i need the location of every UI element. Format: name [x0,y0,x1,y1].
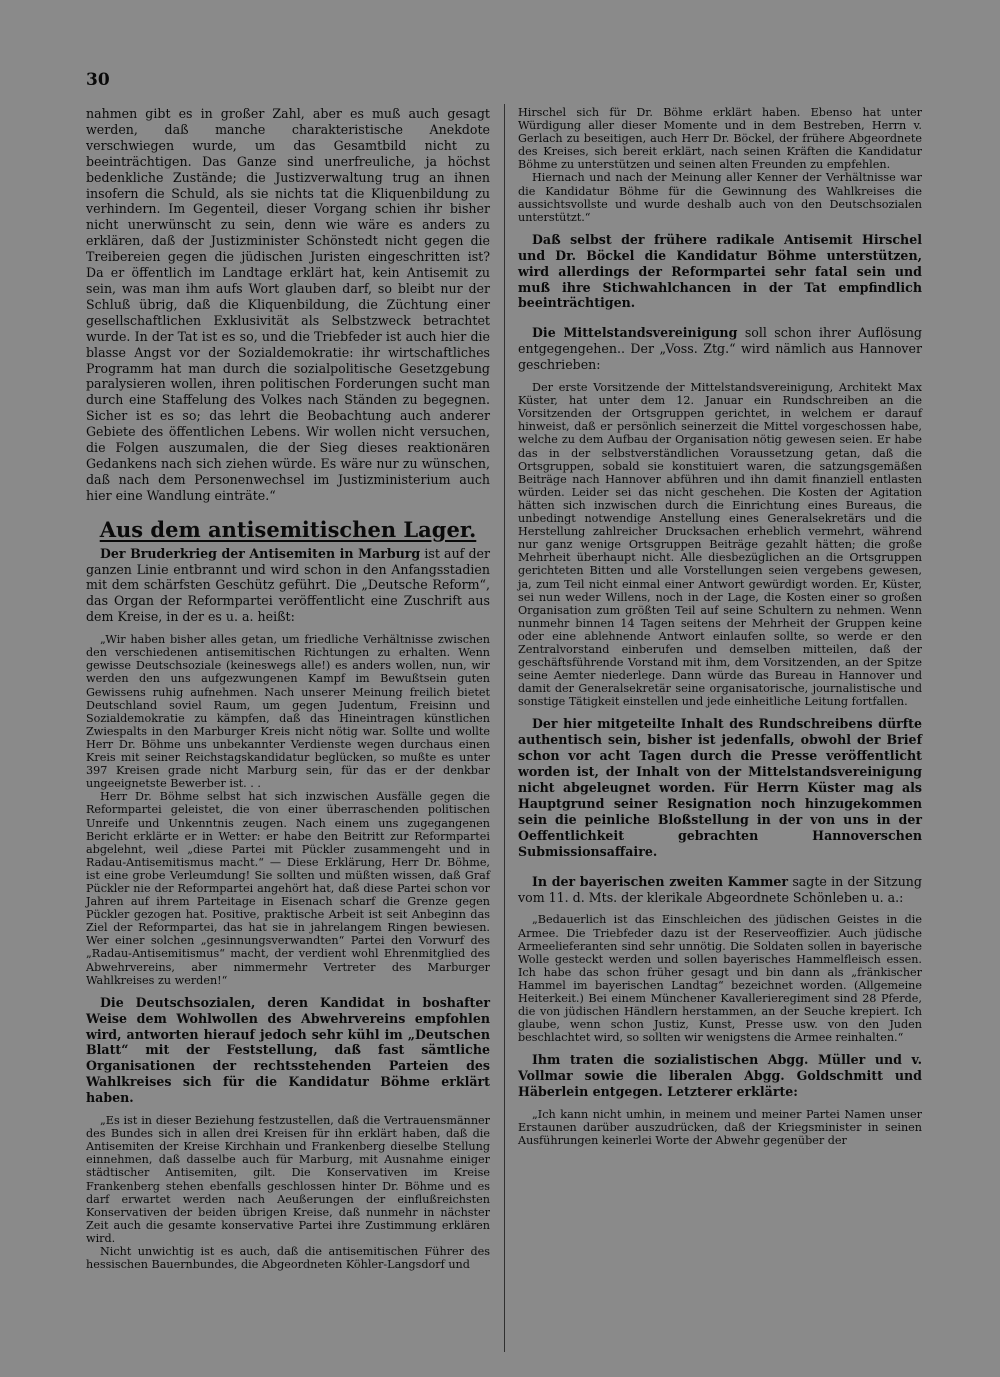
deutschsoziale-paragraph: Die Deutschsozialen, deren Kandidat in boshafter Weise dem Wohlwollen des Abwehrvereins empfohlen wird, antworten hierauf jedoch sehr kühl im „Deutschen Blatt“ mit der Feststellung, daß fast sämtliche Organisationen der rechtsstehenden Parteien des Wahlkreises sich für die Kandidatur Böhme erklärt haben. [86,994,490,1106]
marburg-quote-1: „Wir haben bisher alles getan, um friedliche Verhältnisse zwischen den verschiedenen antisemitischen Richtungen zu erhalten. Wenn gewisse Deutschsoziale (keineswegs alle!) es anders wollen, nun, wir werden den uns aufgezwungenen Kampf im Bewußtsein guten Gewissens ruhig aufnehmen. Nach unserer Meinung freilich bietet Deutschland soviel Raum, um gegen Judentum, Freisinn und Sozialdemokratie zu kämpfen, daß das Hineintragen künstlichen Zwiespalts in den Marburger Kreis nicht nötig war. Sollte und wollte Herr Dr. Böhme uns unbekannter Verdienste wegen durchaus einen Kreis mit seiner Reichstagskandidatur beglücken, so mußte es unter 397 Kreisen grade nicht Marburg sein, für das er der denkbar ungeeignetste Bewerber ist. . . [86,633,490,791]
marburg-quote-2: Herr Dr. Böhme selbst hat sich inzwischen Ausfälle gegen die Reformpartei geleistet, die von einer überraschenden politischen Unreife und Unkenntnis zeugen. Nach einem uns zugegangenen Bericht erklärte er in Wetter: er habe den Beitritt zur Reformpartei abgelehnt, weil „diese Partei mit Pückler zusammengeht und in Radau-Antisemitismus macht.“ — Diese Erklärung, Herr Dr. Böhme, ist eine grobe Verleumdung! Sie sollten und müßten wissen, daß Graf Pückler nie der Reformpartei angehört hat, daß diese Partei schon vor Jahren auf ihrem Parteitage in Eisenach scharf die Grenze gegen Pückler gezogen hat. Positive, praktische Arbeit ist seit Anbeginn das Ziel der Reformpartei, das hat sie in jahrelangem Ringen bewiesen. Wer einer solchen „gesinnungsverwandten“ Partei den Vorwurf des „Radau-Antisemitismus“ macht, der verdient wohl Ehrenmitglied des Abwehrvereins, aber nimmermehr Vertreter des Marburger Wahlkreises zu werden!“ [86,790,490,987]
bayern-quote: „Bedauerlich ist das Einschleichen des jüdischen Geistes in die Armee. Die Triebfeder dazu ist der Reserveoffizier. Auch jüdische Armeelieferanten sind sehr unnötig. Die Soldaten sollen in bayerische Wolle gesteckt werden und sollen bayerisches Hammelfleisch essen. Ich habe das schon früher gesagt und bin dann als „fränkischer Hammel im bayerischen Landtag“ bezeichnet worden. (Allgemeine Heiterkeit.) Bei einem Münchener Kavallerieregiment sind 28 Pferde, die von jüdischen Händlern herstammen, an der Seuche krepiert. Ich glaube, wenn schon Justiz, Kunst, Presse usw. von den Juden beschlachtet wird, so sollten wir wenigstens die Armee reinhalten.“ [518,913,922,1045]
mittelstand-lead: Die Mittelstandsvereinigung [532,325,738,341]
rundschreiben-paragraph: Der hier mitgeteilte Inhalt des Rundschreibens dürfte authentisch sein, bisher ist jedenfalls, obwohl der Brief schon vor acht Tagen durch die Presse veröffentlicht worden ist, der Inhalt von der Mittelstandsvereinigung nicht abgeleugnet worden. Für Herrn Küster mag als Hauptgrund seiner Resignation noch hinzugekommen sein die peinliche Bloßstellung in der von uns in der Oeffentlichkeit gebrachten Hannoverschen Submissionsaffaire. [518,716,922,859]
mittelstand-text: soll schon ihrer Auflösung entgegengehen.. Der „Voss. Ztg.“ wird nämlich aus Hannover geschrieben: [518,325,922,373]
marburg-lead: Der Bruderkrieg der Antisemiten in Marburg [100,545,421,561]
page-number: 30 [86,70,110,90]
right-column [518,106,922,1147]
blatt-quote: „Es ist in dieser Beziehung festzustellen, daß die Vertrauensmänner des Bundes sich in allen drei Kreisen für ihn erklärt haben, daß die Antisemiten der Kreise Kirchhain und Frankenberg dieselbe Stellung einnehmen, daß dasselbe auch für Marburg, mit Ausnahme einiger städtischer Antisemiten, gilt. Die Konservativen im Kreise Frankenberg stehen ebenfalls geschlossen hinter Dr. Böhme und es darf erwartet werden nach Aeußerungen der einflußreichsten Konservativen der beiden übrigen Kreise, daß nunmehr in nächster Zeit auch die gesamte konservative Partei ihre Zustimmung erklären wird. [86,1114,490,1245]
column-divider [504,104,505,1352]
muller-paragraph: Ihm traten die sozialistischen Abgg. Müller und v. Vollmar sowie die liberalen Abgg. Goldschmitt und Häberlein entgegen. Letzterer erklärte: [518,1052,922,1100]
bayern-text: sagte in der Sitzung vom 11. d. Mts. der klerikale Abgeordnete Schönleben u. a.: [518,873,922,905]
bayern-paragraph [518,874,922,906]
hirschel-paragraph: Daß selbst der frühere radikale Antisemit Hirschel und Dr. Böckel die Kandidatur Böhme unterstützen, wird allerdings der Reformpartei sehr fatal sein und muß ihre Stichwahlchancen in der Tat empfindlich beeinträchtigen. [518,231,922,311]
intro-paragraph: nahmen gibt es in großer Zahl, aber es muß auch gesagt werden, daß manche charakteristische Anekdote verschwiegen wurde, um das Gesamtbild nicht zu beeinträchtigen. Das Ganze sind unerfreuliche, ja höchst bedenkliche Zustände; die Justizverwaltung trug an ihnen insofern die Schuld, als sie nichts tat die Kliquenbildung zu verhindern. Im Gegenteil, dieser Vorgang schien ihr bisher nicht unerwünscht zu sein, denn wie wäre es anders zu erklären, daß der Justizminister Schönstedt nicht gegen die Treibereien gegen die jüdischen Juristen eingeschritten ist? Da er öffentlich im Landtage erklärt hat, kein Antisemit zu sein, was man ihm aufs Wort glauben darf, so bleibt nur der Schluß übrig, daß die Kliquenbildung, die Züchtung einer gesellschaftlichen Exklusivität als Selbstzweck betrachtet wurde. In der Tat ist es so, und die Triebfeder ist auch hier die blasse Angst vor der Sozialdemokratie: ihr wirtschaftliches Programm hat man durch die sozialpolitische Gesetzgebung paralysieren wollen, ihren politischen Forderungen sucht man durch eine Staffelung des Volkes nach Ständen zu begegnen. Sicher ist es so; das lehrt die Beobachtung auch anderer Gebiete des öffentlichen Lebens. Wir wollen nicht versuchen, die Folgen auszumalen, die der Sieg dieses reaktionären Gedankens nach sich ziehen würde. Es wäre nur zu wünschen, daß nach dem Personenwechsel im Justizministerium auch hier eine Wandlung einträte.“ [86,106,490,503]
marburg-text: ist auf der ganzen Linie entbrannt und wird schon in den Anfangsstadien mit dem schärfsten Geschütz geführt. Die „Deutsche Reform“, das Organ der Reformpartei veröffentlicht eine Zuschrift aus dem Kreise, in der es u. a. heißt: [86,545,490,625]
left-column [86,106,490,1271]
mittelstand-paragraph [518,325,922,373]
mittelstand-quote: Der erste Vorsitzende der Mittelstandsvereinigung, Architekt Max Küster, hat unter dem 12. Januar ein Rundschreiben an die Vorsitzenden der Ortsgruppen gerichtet, in welchem er darauf hinweist, daß er persönlich seinerzeit die Mittel vorgeschossen habe, welche zu dem Aufbau der Organisation nötig gewesen seien. Er habe das in der selbstverständlichen Voraussetzung getan, daß die Ortsgruppen, sobald sie konstituiert waren, die satzungsgemäßen Beiträge nach Hannover abführen und ihn damit finanziell entlasten würden. Leider sei das nicht geschehen. Die Kosten der Agitation hätten sich inzwischen durch die Einrichtung eines Bureaus, die unbedingt notwendige Anstellung eines Generalsekretärs und die Herstellung zahlreicher Drucksachen erheblich vermehrt, während nur ganz wenige Ortsgruppen Beiträge gezahlt hätten; die große Mehrheit überhaupt nicht. Alle diesbezüglichen an die Ortsgruppen gerichteten Bitten und alle Vorstellungen seien vergebens gewesen, ja, zum Teil nicht einmal einer Antwort gewürdigt worden. Er, Küster, sei nun weder Willens, noch in der Lage, die Kosten einer so großen Organisation zum größten Teil auf seine Schultern zu nehmen. Wenn nunmehr binnen 14 Tagen seitens der Mehrheit der Gruppen keine oder eine ablehnende Antwort einlaufen sollte, so werde er den Zentralvorstand einberufen und demselben mitteilen, daß der geschäftsführende Vorstand mit ihm, dem Vorsitzenden, an der Spitze seine Aemter niederlege. Dann würde das Bureau in Hannover und damit der Generalsekretär seine organisatorische, journalistische und sonstige Tätigkeit einstellen und jede einheitliche Leitung fortfallen. [518,381,922,709]
blatt-quote-continued: Nicht unwichtig ist es auch, daß die antisemitischen Führer des hessischen Bauernbundes, die Abgeordneten Köhler-Langsdorf und [86,1245,490,1272]
muller-quote: „Ich kann nicht umhin, in meinem und meiner Partei Namen unser Erstaunen darüber auszudrücken, daß der Kriegsminister in seinen Ausführungen keinerlei Worte der Abwehr gegenüber der [518,1108,922,1148]
continuation-quote: Hirschel sich für Dr. Böhme erklärt haben. Ebenso hat unter Würdigung aller dieser Momente und in dem Bestreben, Herrn v. Gerlach zu beseitigen, auch Herr Dr. Böckel, der frühere Abgeordnete des Kreises, sich bereit erklärt, nach seinen Kräften die Kandidatur Böhme zu unterstützen und seinen alten Freunden zu empfehlen. [518,106,922,172]
bayern-lead: In der bayerischen zweiten Kammer [532,873,789,889]
continuation-quote-2: Hiernach und nach der Meinung aller Kenner der Verhältnisse war die Kandidatur Böhme für die Gewinnung des Wahlkreises die aussichtsvollste und wurde deshalb auch von den Deutschsozialen unterstützt.“ [518,171,922,224]
section-heading: Aus dem antisemitischen Lager. [99,516,477,542]
marburg-paragraph [86,546,490,626]
